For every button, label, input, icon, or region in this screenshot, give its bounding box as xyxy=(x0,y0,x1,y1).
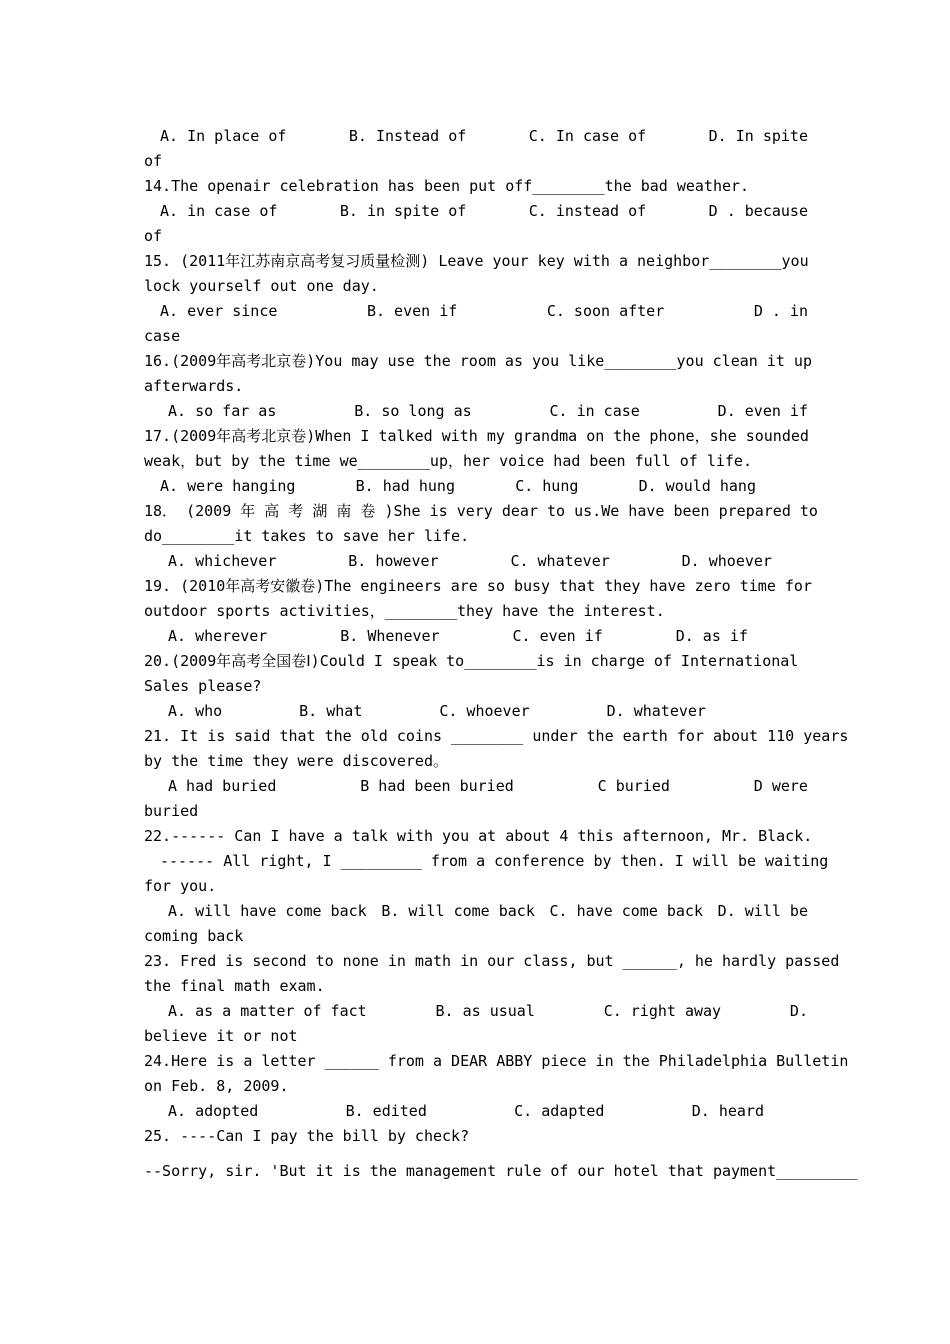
option-a: A. In place of xyxy=(160,127,287,145)
text-segment: of xyxy=(144,152,163,170)
text-line xyxy=(144,149,808,174)
option-row xyxy=(144,474,808,499)
question-text: 16.(2009年高考北京卷)You may use the room as you like________you clean it up xyxy=(144,352,812,370)
question-20 xyxy=(144,649,808,674)
option-row xyxy=(144,899,808,924)
text-line xyxy=(144,224,808,249)
option-c: C. have come back xyxy=(549,902,704,920)
text-segment: case xyxy=(144,327,181,345)
option-d: D. even if xyxy=(717,402,808,420)
option-d: D. whoever xyxy=(681,552,772,570)
option-row xyxy=(144,124,808,149)
option-a: A. adopted xyxy=(168,1102,259,1120)
text-segment: believe it or not xyxy=(144,1027,298,1045)
option-b: B. however xyxy=(348,552,439,570)
option-row xyxy=(144,999,808,1024)
option-b: B. will come back xyxy=(381,902,535,920)
text-segment: do________it takes to save her life. xyxy=(144,527,470,545)
option-d: D. will be xyxy=(717,902,808,920)
option-a: A. ever since xyxy=(160,302,278,320)
option-a: A. were hanging xyxy=(160,477,296,495)
text-line xyxy=(144,799,808,824)
option-a: A. in case of xyxy=(160,202,278,220)
text-line xyxy=(144,449,808,474)
option-d: D. whatever xyxy=(606,702,706,720)
text-line xyxy=(144,1074,808,1099)
option-c: C buried xyxy=(597,777,670,795)
question-18 xyxy=(144,499,818,524)
text-segment: of xyxy=(144,227,163,245)
option-b: B. had hung xyxy=(355,477,455,495)
spacer xyxy=(144,1149,808,1159)
text-segment: ------ All right, I _________ from a conference by then. I will be waiting xyxy=(160,852,829,870)
question-19 xyxy=(144,574,812,599)
text-line xyxy=(144,674,808,699)
option-a: A. whichever xyxy=(168,552,277,570)
question-text: 20.(2009年高考全国卷Ⅰ)Could I speak to________is in charge of International xyxy=(144,652,799,670)
option-c: C. in case xyxy=(549,402,640,420)
option-c: C. adapted xyxy=(514,1102,605,1120)
option-b: B. what xyxy=(299,702,363,720)
question-25 xyxy=(144,1124,808,1149)
option-c: C. instead of xyxy=(528,202,647,220)
option-d: D. heard xyxy=(691,1102,764,1120)
text-segment: outdoor sports activities，________they have the interest. xyxy=(144,602,665,620)
option-d: D. xyxy=(789,1002,808,1020)
question-text: 25. ----Can I pay the bill by check? xyxy=(144,1127,470,1145)
option-d: D were xyxy=(753,777,808,795)
question-21 xyxy=(144,724,849,749)
option-d: D. In spite xyxy=(708,127,808,145)
text-line xyxy=(144,274,808,299)
option-a: A had buried xyxy=(168,777,277,795)
text-segment: afterwards. xyxy=(144,377,244,395)
question-text: 24.Here is a letter ______ from a DEAR ABBY piece in the Philadelphia Bulletin xyxy=(144,1052,849,1070)
text-line xyxy=(144,974,808,999)
option-a: A. who xyxy=(168,702,223,720)
question-text: 15. (2011年江苏南京高考复习质量检测) Leave your key with a neighbor________you xyxy=(144,252,809,270)
option-c: C. whatever xyxy=(510,552,610,570)
option-b: B. edited xyxy=(345,1102,427,1120)
option-row xyxy=(144,774,808,799)
text-segment: buried xyxy=(144,802,199,820)
text-segment: --Sorry, sir. 'But it is the management rule of our hotel that payment_________ xyxy=(144,1162,858,1180)
option-a: A. wherever xyxy=(168,627,268,645)
question-16 xyxy=(144,349,812,374)
question-text: 18． (2009 年 高 考 湖 南 卷 )She is very dear to us.We have been prepared to xyxy=(144,502,818,520)
option-b: B. as usual xyxy=(435,1002,535,1020)
question-text: 23. Fred is second to none in math in our class, but ______, he hardly passed xyxy=(144,952,840,970)
option-row xyxy=(144,199,808,224)
question-22 xyxy=(144,824,813,849)
option-row xyxy=(144,699,808,724)
question-14 xyxy=(144,174,808,199)
text-line xyxy=(144,874,808,899)
text-segment: weak，but by the time we________up，her voice had been full of life. xyxy=(144,452,752,470)
text-line xyxy=(144,599,808,624)
question-text: 22.------ Can I have a talk with you at about 4 this afternoon, Mr. Black. xyxy=(144,827,813,845)
text-line xyxy=(144,374,808,399)
option-c: C. soon after xyxy=(546,302,665,320)
question-23 xyxy=(144,949,840,974)
text-line xyxy=(144,1024,808,1049)
text-line xyxy=(144,524,808,549)
option-row xyxy=(144,549,808,574)
text-line xyxy=(144,924,808,949)
question-24 xyxy=(144,1049,849,1074)
option-b: B. even if xyxy=(366,302,458,320)
option-c: C. whoever xyxy=(439,702,530,720)
text-segment: Sales please? xyxy=(144,677,262,695)
exam-page xyxy=(144,124,858,1184)
question-text: 17.(2009年高考北京卷)When I talked with my grandma on the phone，she sounded xyxy=(144,427,809,445)
option-c: C. In case of xyxy=(528,127,647,145)
question-text: 19. (2010年高考安徽卷)The engineers are so busy that they have zero time for xyxy=(144,577,812,595)
option-a: A. as a matter of fact xyxy=(168,1002,367,1020)
text-segment: on Feb. 8, 2009. xyxy=(144,1077,289,1095)
option-c: C. even if xyxy=(512,627,603,645)
option-b: B. Instead of xyxy=(348,127,467,145)
option-d: D . because xyxy=(708,202,808,220)
text-segment: for you. xyxy=(144,877,217,895)
text-segment: coming back xyxy=(144,927,244,945)
text-segment: by the time they were discovered。 xyxy=(144,752,448,770)
text-line xyxy=(144,849,829,874)
option-b: B. so long as xyxy=(354,402,472,420)
option-d: D. as if xyxy=(675,627,748,645)
text-segment: lock yourself out one day. xyxy=(144,277,379,295)
question-15 xyxy=(144,249,808,274)
question-text: 14.The openair celebration has been put off________the bad weather. xyxy=(144,177,750,195)
question-17 xyxy=(144,424,808,449)
option-row xyxy=(144,1099,808,1124)
text-segment: the final math exam. xyxy=(144,977,325,995)
option-b: B had been buried xyxy=(360,777,514,795)
option-c: C. right away xyxy=(603,1002,722,1020)
option-b: B. in spite of xyxy=(339,202,467,220)
text-line xyxy=(144,324,808,349)
option-a: A. will have come back xyxy=(168,902,367,920)
text-line xyxy=(144,749,808,774)
option-a: A. so far as xyxy=(168,402,277,420)
option-d: D . in xyxy=(753,302,808,320)
option-row xyxy=(144,299,808,324)
option-row xyxy=(144,624,808,649)
question-text: 21. It is said that the old coins ________ under the earth for about 110 years xyxy=(144,727,849,745)
option-d: D. would hang xyxy=(638,477,756,495)
option-c: C. hung xyxy=(515,477,579,495)
option-row xyxy=(144,399,808,424)
option-b: B. Whenever xyxy=(340,627,440,645)
text-line xyxy=(144,1159,858,1184)
